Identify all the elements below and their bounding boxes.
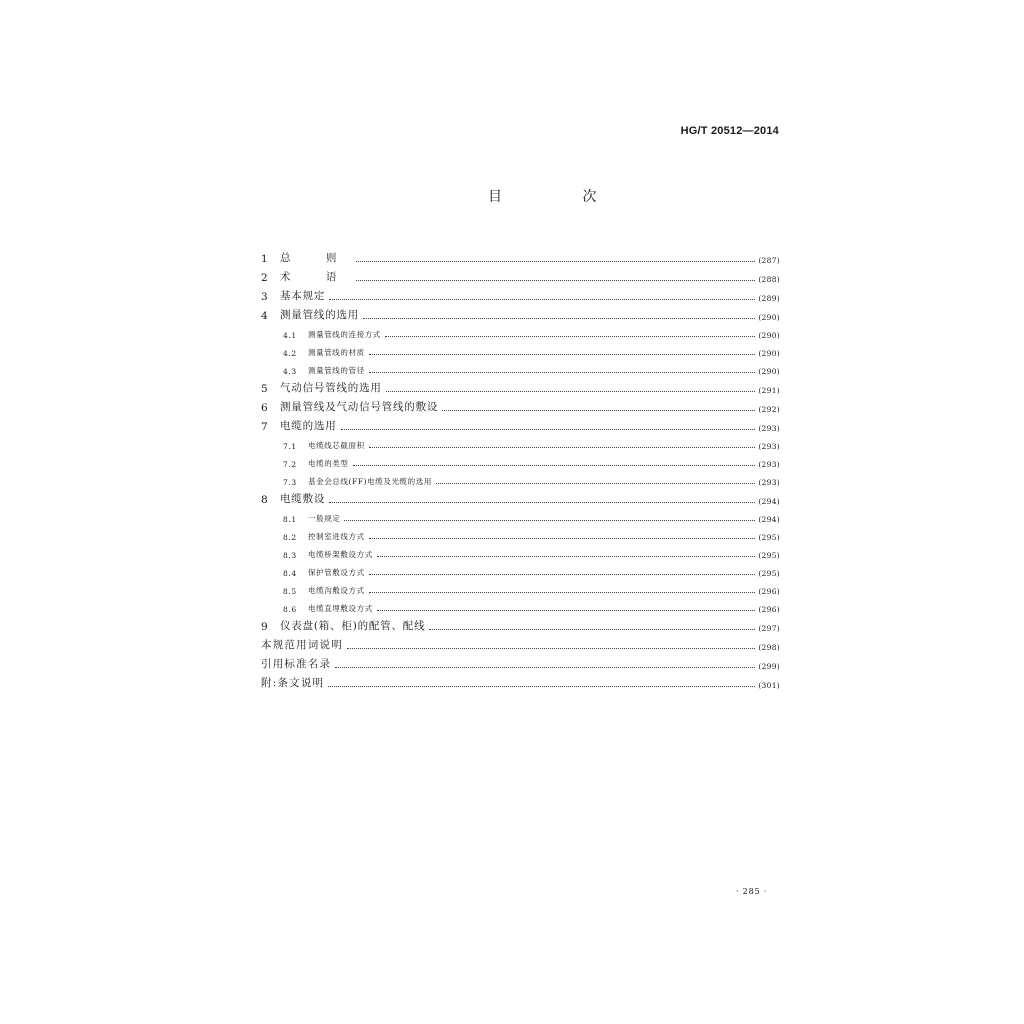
toc-entry-label: 测量管线的管径 <box>308 366 365 375</box>
toc-entry-label: 气动信号管线的选用 <box>280 382 382 394</box>
toc-page-number: ( 293 ) <box>758 442 780 451</box>
toc-entry-label: 总 则 <box>280 252 353 264</box>
dot-leader <box>329 299 755 300</box>
toc-entry-number: 8.4 <box>283 569 297 578</box>
dot-leader <box>436 483 755 484</box>
dot-leader <box>344 520 755 521</box>
dot-leader <box>377 556 756 557</box>
toc-page-number: ( 293 ) <box>758 478 780 487</box>
dot-leader <box>369 354 756 355</box>
toc-entry-4-3[interactable] <box>261 358 780 376</box>
toc-entry-normative-references[interactable] <box>261 652 780 671</box>
toc-entry-7-2[interactable] <box>261 451 780 469</box>
dot-leader <box>347 648 755 649</box>
toc-page-number: ( 294 ) <box>758 515 780 524</box>
toc-entry-2[interactable] <box>261 265 780 284</box>
toc-entry-label: 电缆直埋敷设方式 <box>308 604 373 613</box>
toc-entry-label: 本规范用词说明 <box>261 639 343 651</box>
toc-page-number: ( 296 ) <box>758 587 780 596</box>
toc-entry-8-6[interactable] <box>261 596 780 614</box>
toc-page-number: ( 298 ) <box>758 643 780 652</box>
toc-entry-number: 4.1 <box>283 331 297 340</box>
page-folio: · 285 · <box>736 887 768 896</box>
dot-leader <box>356 261 755 262</box>
table-of-contents <box>261 246 780 690</box>
toc-entry-label: 测量管线的选用 <box>280 309 360 321</box>
toc-entry-number: 8.3 <box>283 551 297 560</box>
toc-entry-terms-usage[interactable] <box>261 633 780 652</box>
dot-leader <box>369 574 756 575</box>
toc-entry-number: 7.3 <box>283 478 297 487</box>
toc-entry-number: 4.3 <box>283 367 297 376</box>
toc-entry-number: 4 <box>261 310 269 322</box>
toc-page-number: ( 301 ) <box>758 681 780 690</box>
dot-leader <box>369 592 756 593</box>
dot-leader <box>329 502 755 503</box>
toc-entry-8-3[interactable] <box>261 542 780 560</box>
dot-leader <box>369 538 756 539</box>
dot-leader <box>429 629 755 630</box>
toc-entry-number: 8.5 <box>283 587 297 596</box>
toc-entry-7[interactable] <box>261 414 780 433</box>
toc-title: 目 次 <box>488 189 635 205</box>
toc-entry-label: 附:条文说明 <box>261 677 325 689</box>
toc-entry-label: 术 语 <box>280 271 353 283</box>
toc-page-number: ( 290 ) <box>758 367 780 376</box>
toc-entry-4-1[interactable] <box>261 322 780 340</box>
toc-entry-number: 7.2 <box>283 460 297 469</box>
toc-entry-label: 测量管线的材质 <box>308 348 365 357</box>
dot-leader <box>341 429 756 430</box>
toc-entry-number: 9 <box>261 621 269 633</box>
toc-entry-number: 7 <box>261 421 269 433</box>
toc-entry-number: 5 <box>261 383 269 395</box>
toc-entry-label: 保护管敷设方式 <box>308 568 365 577</box>
toc-entry-5[interactable] <box>261 376 780 395</box>
dot-leader <box>386 391 756 392</box>
standard-code: HG/T 20512—2014 <box>680 125 779 137</box>
toc-page-number: ( 299 ) <box>758 662 780 671</box>
toc-entry-7-1[interactable] <box>261 433 780 451</box>
toc-entry-3[interactable] <box>261 284 780 303</box>
toc-entry-label: 基金会总线(FF)电缆及光缆的选用 <box>308 477 432 486</box>
toc-entry-number: 1 <box>261 253 269 265</box>
toc-page-number: ( 295 ) <box>758 569 780 578</box>
toc-entry-8-2[interactable] <box>261 524 780 542</box>
toc-entry-8-4[interactable] <box>261 560 780 578</box>
toc-entry-8-1[interactable] <box>261 506 780 524</box>
dot-leader <box>363 318 755 319</box>
dot-leader <box>385 336 755 337</box>
dot-leader <box>328 686 755 687</box>
toc-page-number: ( 296 ) <box>758 605 780 614</box>
dot-leader <box>356 280 755 281</box>
toc-entry-number: 8.2 <box>283 533 297 542</box>
toc-page-number: ( 290 ) <box>758 331 780 340</box>
dot-leader <box>353 465 756 466</box>
toc-entry-label: 电缆的类型 <box>308 459 349 468</box>
toc-entry-explanation[interactable] <box>261 671 780 690</box>
toc-page-number: ( 295 ) <box>758 533 780 542</box>
toc-entry-label: 测量管线的连接方式 <box>308 330 381 339</box>
toc-entry-8-5[interactable] <box>261 578 780 596</box>
toc-entry-label: 一般规定 <box>308 514 341 523</box>
toc-entry-number: 3 <box>261 291 269 303</box>
dot-leader <box>442 410 755 411</box>
toc-page-number: ( 290 ) <box>758 313 780 322</box>
toc-entry-label: 仪表盘(箱、柜)的配管、配线 <box>280 620 426 632</box>
toc-entry-8[interactable] <box>261 487 780 506</box>
toc-page-number: ( 295 ) <box>758 551 780 560</box>
toc-page-number: ( 293 ) <box>758 424 780 433</box>
dot-leader <box>369 447 756 448</box>
toc-entry-number: 8.1 <box>283 515 297 524</box>
toc-entry-label: 引用标准名录 <box>261 658 332 670</box>
toc-entry-9[interactable] <box>261 614 780 633</box>
toc-entry-number: 7.1 <box>283 442 297 451</box>
toc-entry-4[interactable] <box>261 303 780 322</box>
toc-page-number: ( 289 ) <box>758 294 780 303</box>
toc-entry-number: 8 <box>261 494 269 506</box>
toc-entry-number: 2 <box>261 272 269 284</box>
toc-entry-number: 4.2 <box>283 349 297 358</box>
toc-page-number: ( 294 ) <box>758 497 780 506</box>
toc-entry-1[interactable] <box>261 246 780 265</box>
toc-page-number: ( 297 ) <box>758 624 780 633</box>
toc-entry-number: 8.6 <box>283 605 297 614</box>
toc-entry-label: 电缆的选用 <box>280 420 337 432</box>
toc-entry-4-2[interactable] <box>261 340 780 358</box>
toc-page-number: ( 287 ) <box>758 256 780 265</box>
toc-entry-label: 电缆线芯截面积 <box>308 441 365 450</box>
toc-page-number: ( 290 ) <box>758 349 780 358</box>
toc-entry-label: 测量管线及气动信号管线的敷设 <box>280 401 439 413</box>
toc-entry-label: 电缆桥架敷设方式 <box>308 550 373 559</box>
toc-entry-6[interactable] <box>261 395 780 414</box>
dot-leader <box>335 667 755 668</box>
dot-leader <box>369 372 756 373</box>
toc-entry-label: 电缆敷设 <box>280 493 326 505</box>
toc-page-number: ( 288 ) <box>758 275 780 284</box>
toc-page-number: ( 291 ) <box>758 386 780 395</box>
toc-entry-label: 控制室进线方式 <box>308 532 365 541</box>
toc-page-number: ( 293 ) <box>758 460 780 469</box>
toc-entry-label: 电缆沟敷设方式 <box>308 586 365 595</box>
toc-entry-label: 基本规定 <box>280 290 326 302</box>
toc-entry-7-3[interactable] <box>261 469 780 487</box>
dot-leader <box>377 610 756 611</box>
toc-entry-number: 6 <box>261 402 269 414</box>
toc-page-number: ( 292 ) <box>758 405 780 414</box>
